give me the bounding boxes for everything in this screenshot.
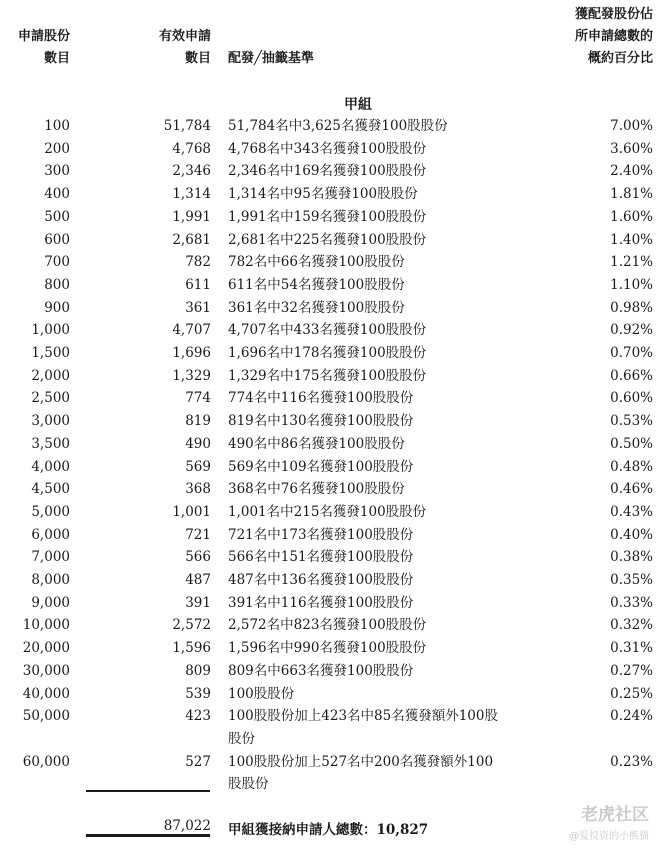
shares-cell: 900 — [44, 299, 70, 316]
table-row — [0, 592, 661, 615]
basis-cell: 487名中136名獲發100股股份 — [228, 572, 414, 589]
valid-cell: 1,001 — [172, 503, 211, 520]
table-row — [0, 524, 661, 547]
basis-cell: 819名中130名獲發100股股份 — [228, 413, 414, 430]
shares-cell: 2,000 — [31, 367, 70, 384]
group-title: 甲組 — [344, 97, 372, 113]
shares-cell: 3,000 — [31, 413, 70, 430]
valid-cell: 391 — [185, 594, 211, 611]
percentage-cell: 3.60% — [610, 140, 653, 157]
table-row — [0, 433, 661, 456]
valid-cell: 1,991 — [172, 208, 211, 225]
percentage-cell: 0.92% — [610, 322, 653, 339]
shares-cell: 7,000 — [31, 549, 70, 566]
shares-cell: 4,000 — [31, 458, 70, 475]
valid-cell: 490 — [185, 435, 211, 452]
percentage-cell: 0.70% — [610, 345, 653, 362]
table-row — [0, 115, 661, 138]
basis-cell: 51,784名中3,625名獲發100股股份 — [228, 118, 448, 134]
header-shares-line1: 申請股份 — [17, 29, 70, 44]
table-row — [0, 160, 661, 183]
shares-cell: 600 — [44, 231, 70, 248]
basis-cell: 1,696名中178名獲發100股股份 — [228, 345, 427, 362]
percentage-cell: 0.25% — [610, 685, 653, 702]
table-row — [0, 569, 661, 592]
table-row — [0, 705, 661, 750]
table-row — [0, 183, 661, 206]
shares-cell: 100 — [44, 118, 70, 134]
shares-cell: 700 — [44, 254, 70, 271]
watermark — [569, 800, 649, 842]
header-pct-line2: 所申請總數的 — [574, 29, 653, 44]
percentage-cell: 1.40% — [610, 231, 653, 248]
shares-cell: 500 — [44, 208, 70, 225]
percentage-cell: 2.40% — [610, 163, 653, 180]
basis-cell: 809名中663名獲發100股股份 — [228, 662, 414, 679]
table-row — [0, 297, 661, 320]
shares-cell: 20,000 — [22, 640, 70, 657]
percentage-cell: 0.23% — [610, 753, 653, 770]
valid-cell: 611 — [185, 276, 211, 293]
valid-cell: 774 — [185, 390, 211, 407]
header-valid-line2: 數目 — [184, 51, 211, 66]
table-row — [0, 683, 661, 706]
percentage-cell: 0.60% — [610, 390, 653, 407]
shares-cell: 9,000 — [31, 594, 70, 611]
valid-cell: 2,572 — [172, 617, 211, 634]
percentage-cell: 0.66% — [610, 367, 653, 384]
total-rule — [86, 834, 210, 837]
shares-cell: 8,000 — [31, 572, 70, 589]
basis-cell: 721名中173名獲發100股股份 — [228, 526, 414, 543]
allocation-table — [0, 115, 661, 796]
shares-cell: 400 — [44, 186, 70, 203]
table-row — [0, 138, 661, 161]
shares-cell: 5,000 — [31, 503, 70, 520]
table-row — [0, 456, 661, 479]
percentage-cell: 0.38% — [610, 549, 653, 566]
valid-cell: 1,329 — [172, 367, 211, 384]
percentage-cell: 1.81% — [610, 186, 653, 203]
basis-cell: 566名中151名獲發100股股份 — [228, 549, 414, 566]
valid-cell: 566 — [185, 549, 211, 566]
percentage-cell: 0.48% — [610, 458, 653, 475]
header-shares-line2: 數目 — [43, 51, 70, 66]
percentage-cell: 0.50% — [610, 435, 653, 452]
basis-cell: 4,768名中343名獲發100股股份 — [228, 140, 427, 157]
valid-cell: 1,314 — [172, 186, 211, 203]
valid-cell: 527 — [185, 753, 211, 770]
table-row — [0, 229, 661, 252]
percentage-cell: 0.32% — [610, 617, 653, 634]
shares-cell: 6,000 — [31, 526, 70, 543]
valid-cell: 721 — [185, 526, 211, 543]
shares-cell: 40,000 — [22, 685, 70, 702]
valid-cell: 487 — [185, 572, 211, 589]
basis-cell: 100股股份加上423名中85名獲發額外100股股份 — [228, 708, 498, 747]
subtotal-rule — [86, 790, 210, 792]
basis-cell: 391名中116名獲發100股股份 — [228, 594, 414, 611]
shares-cell: 4,500 — [31, 481, 70, 498]
header-shares — [4, 26, 70, 70]
table-row — [0, 660, 661, 683]
shares-cell: 3,500 — [31, 435, 70, 452]
table-row — [0, 546, 661, 569]
valid-cell: 819 — [185, 413, 211, 430]
basis-cell: 100股股份 — [228, 685, 295, 702]
percentage-cell: 1.10% — [610, 276, 653, 293]
basis-cell: 100股股份加上527名中200名獲發額外100股股份 — [228, 753, 494, 793]
percentage-cell: 1.21% — [610, 254, 653, 271]
percentage-cell: 1.60% — [610, 208, 653, 225]
basis-cell: 490名中86名獲發100股股份 — [228, 435, 405, 452]
table-row — [0, 410, 661, 433]
shares-cell: 200 — [44, 140, 70, 157]
percentage-cell: 0.24% — [610, 708, 653, 725]
valid-cell: 782 — [185, 254, 211, 271]
valid-cell: 423 — [185, 708, 211, 725]
valid-cell: 1,596 — [172, 640, 211, 657]
basis-cell: 611名中54名獲發100股股份 — [228, 276, 405, 293]
percentage-cell: 0.40% — [610, 526, 653, 543]
table-row — [0, 251, 661, 274]
table-row — [0, 319, 661, 342]
shares-cell: 1,000 — [31, 322, 70, 339]
basis-cell: 1,314名中95名獲發100股股份 — [228, 186, 418, 203]
percentage-cell: 0.33% — [610, 594, 653, 611]
basis-cell: 361名中32名獲發100股股份 — [228, 299, 405, 316]
percentage-cell: 0.53% — [610, 413, 653, 430]
basis-cell: 1,596名中990名獲發100股股份 — [228, 640, 427, 657]
table-row — [0, 342, 661, 365]
shares-cell: 10,000 — [22, 617, 70, 634]
basis-cell: 1,001名中215名獲發100股股份 — [228, 503, 427, 520]
shares-cell: 50,000 — [22, 708, 70, 725]
percentage-cell: 0.43% — [610, 503, 653, 520]
valid-cell: 1,696 — [172, 345, 211, 362]
basis-cell: 569名中109名獲發100股股份 — [228, 458, 414, 475]
valid-cell: 361 — [185, 299, 211, 316]
valid-cell: 4,707 — [172, 322, 211, 339]
valid-cell: 539 — [185, 685, 211, 702]
shares-cell: 2,500 — [31, 390, 70, 407]
total-valid-applications: 87,022 — [163, 818, 211, 834]
basis-cell: 1,991名中159名獲發100股股份 — [228, 208, 427, 225]
header-valid-line1: 有效申請 — [158, 29, 211, 44]
table-row — [0, 637, 661, 660]
watermark-line1: 老虎社区 — [581, 805, 649, 825]
basis-cell: 368名中76名獲發100股股份 — [228, 481, 405, 498]
table-row — [0, 274, 661, 297]
table-row — [0, 614, 661, 637]
basis-cell: 774名中116名獲發100股股份 — [228, 390, 414, 407]
shares-cell: 1,500 — [31, 345, 70, 362]
header-basis: 配發╱抽籤基準 — [228, 51, 314, 66]
percentage-cell: 0.35% — [610, 572, 653, 589]
valid-cell: 2,346 — [172, 163, 211, 180]
shares-cell: 300 — [44, 163, 70, 180]
percentage-cell: 0.98% — [610, 299, 653, 316]
percentage-cell: 0.46% — [610, 481, 653, 498]
header-pct-line1: 獲配發股份佔 — [574, 7, 653, 22]
valid-cell: 368 — [185, 481, 211, 498]
basis-cell: 2,346名中169名獲發100股股份 — [228, 163, 427, 180]
table-row — [0, 501, 661, 524]
header-valid — [130, 26, 211, 70]
basis-cell: 2,572名中823名獲發100股股份 — [228, 617, 427, 634]
table-row — [0, 387, 661, 410]
header-percentage — [575, 4, 653, 70]
valid-cell: 4,768 — [172, 140, 211, 157]
percentage-cell: 0.31% — [610, 640, 653, 657]
valid-cell: 51,784 — [163, 118, 211, 134]
table-row — [0, 478, 661, 501]
shares-cell: 800 — [44, 276, 70, 293]
percentage-cell: 7.00% — [610, 118, 653, 134]
total-label: 甲組獲接納申請人總數：10,827 — [228, 822, 429, 838]
shares-cell: 30,000 — [22, 662, 70, 679]
basis-cell: 1,329名中175名獲發100股股份 — [228, 367, 427, 384]
basis-cell: 782名中66名獲發100股股份 — [228, 254, 405, 271]
table-row — [0, 365, 661, 388]
valid-cell: 809 — [185, 662, 211, 679]
valid-cell: 569 — [185, 458, 211, 475]
basis-cell: 4,707名中433名獲發100股股份 — [228, 322, 427, 339]
watermark-line2: @爱投资的小熊猫 — [569, 831, 649, 842]
percentage-cell: 0.27% — [610, 662, 653, 679]
basis-cell: 2,681名中225名獲發100股股份 — [228, 231, 427, 248]
valid-cell: 2,681 — [172, 231, 211, 248]
header-pct-line3: 概約百分比 — [587, 51, 653, 66]
table-row — [0, 206, 661, 229]
shares-cell: 60,000 — [22, 753, 70, 770]
